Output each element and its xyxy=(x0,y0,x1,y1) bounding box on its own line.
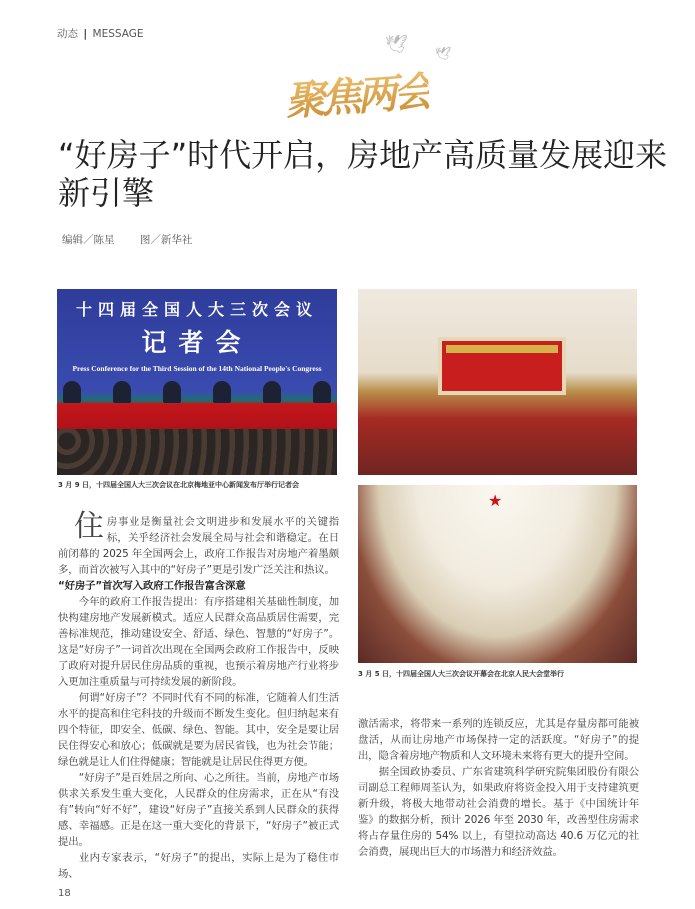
section-label xyxy=(57,26,144,41)
great-hall-stage-photo xyxy=(358,289,637,475)
editor-credit: 编辑／陈星 xyxy=(62,234,115,246)
page-number: 18 xyxy=(58,888,71,899)
section-cn: 动态 xyxy=(57,28,78,40)
article-title: “好房子”时代开启，房地产高质量发展迎来新引擎 xyxy=(58,136,668,212)
right-column xyxy=(358,716,639,860)
stage xyxy=(438,337,566,395)
intro-text: 房事业是衡量社会文明进步和发展水平的关键指标，关乎经济社会发展全局与社会和谐稳定。在日前闭幕的 2025 年全国两会上，政府工作报告对房地产着墨颇多，而首次被写入其中的“好房子”更是引发广泛关注和热议。 xyxy=(58,516,339,576)
drop-cap: 住 xyxy=(74,509,104,544)
audience xyxy=(57,429,337,475)
press-conference-photo xyxy=(57,289,337,475)
red-star-icon: ★ xyxy=(488,491,503,510)
photo-caption: 3 月 9 日，十四届全国人大三次会议在北京梅地亚中心新闻发布厅举行记者会 xyxy=(58,481,300,489)
banner-subtitle: 记者会 xyxy=(141,328,253,357)
banner-title: 十四届全国人大三次会议 xyxy=(75,300,318,319)
logo-calligraphy: 聚焦两会 xyxy=(283,60,431,127)
body-paragraph: 激活需求，将带来一系列的连锁反应，尤其是存量房都可能被盘活，从而让房地产市场保持一定的活跃度。“好房子”的提出，隐含着房地产物质和人文环境未来将有更大的提升空间。 xyxy=(358,718,639,762)
body-paragraph: “好房子”是百姓居之所向、心之所往。当前，房地产市场供求关系发生重大变化，人民群众的住房需求，正在从“有没有”转向“好不好”，建设“好房子”直接关系到人民群众的获得感、幸福感。正是在这一重大变化的背景下，“好房子”被正式提出。 xyxy=(58,772,339,848)
subheading: “好房子”首次写入政府工作报告富含深意 xyxy=(58,580,246,592)
section-separator: | xyxy=(83,28,88,40)
great-hall-ceiling-photo xyxy=(358,485,637,663)
banner-english: Press Conference for the Third Session of the 14th National People's Congress xyxy=(72,364,322,373)
section-en: MESSAGE xyxy=(92,28,144,40)
body-paragraph: 何谓“好房子”？不同时代有不同的标准，它随着人们生活水平的提高和住宅科技的升级而不断发生变化。但归纳起来有四个特征，即安全、低碳、绿色、智能。其中，安全是要让居民住得安心和放心；低碳就是要为居民省钱，也为社会节能；绿色就是让人们住得健康；智能就是让居民住得更方便。 xyxy=(58,692,339,768)
intro-paragraph xyxy=(58,509,339,578)
dove-icon: 🕊 xyxy=(385,34,408,55)
photo-credit: 图／新华社 xyxy=(139,234,193,246)
dove-icon: 🕊 xyxy=(435,47,452,62)
byline xyxy=(62,232,214,247)
body-paragraph: 今年的政府工作报告提出：有序搭建相关基础性制度，加快构建房地产发展新模式。适应人民群众高品质居住需要，完善标准规范，推动建设安全、舒适、绿色、智慧的“好房子”。这是“好房子”一词首次出现在全国两会政府工作报告中，反映了政府对提升居民住房品质的重视，也预示着房地产行业将步入更加注重质量与可持续发展的新阶段。 xyxy=(58,596,339,688)
body-paragraph: 据全国政协委员、广东省建筑科学研究院集团股份有限公司副总工程师周荃认为，如果政府将资金投入用于支持建筑更新升级，将极大地带动社会消费的增长。基于《中国统计年鉴》的数据分析，预计 2026 年至 2030 年，改善型住房需求将占存量住房的 54% 以上，有望拉动高达 40.6 万亿元的社会消费，展现出巨大的市场潜力和经济效益。 xyxy=(358,766,639,858)
two-sessions-logo xyxy=(285,35,455,130)
speakers xyxy=(63,381,331,403)
left-column xyxy=(58,509,339,882)
photo-caption: 3 月 5 日，十四届全国人大三次会议开幕会在北京人民大会堂举行 xyxy=(358,670,565,678)
body-paragraph: 业内专家表示，“好房子”的提出，实际上是为了稳住市场、 xyxy=(58,852,339,880)
